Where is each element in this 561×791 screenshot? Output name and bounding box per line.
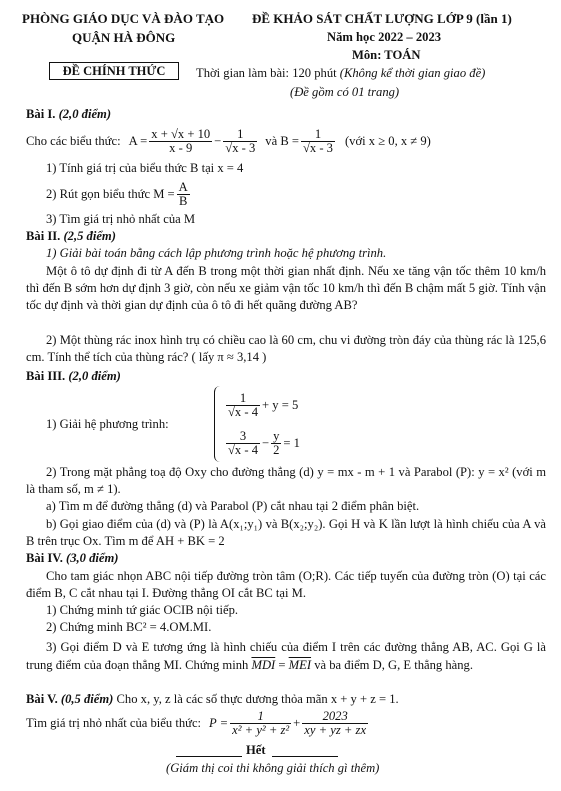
eq1-rest: + y = 5 — [262, 397, 299, 412]
bai3-points: (2,0 điểm) — [68, 369, 121, 383]
bai3-q1-label: 1) Giải hệ phương trình: — [46, 417, 169, 431]
eq1-den: √x - 4 — [228, 404, 258, 419]
subject: Môn: TOÁN — [352, 48, 421, 62]
bai1-points: (2,0 điểm) — [58, 107, 112, 121]
bai1-q1: 1) Tính giá trị của biểu thức B tại x = 4 — [46, 161, 244, 175]
bai3-q2b: b) Gọi giao điểm của (d) và (P) là A(x₁;y₁) và B(x₂;y₂). Gọi H và K lần lượt là hình chiếu của A và B trên trục Ox. Tìm m để AH + BK = 2 — [26, 517, 546, 548]
a-lhs: A = — [128, 133, 148, 148]
a-den-2: √x - 3 — [225, 140, 256, 155]
bai2-title: Bài II. — [26, 229, 61, 243]
angle-mei: $\overline{MEI}$ — [288, 658, 312, 672]
department-line-1: PHÒNG GIÁO DỤC VÀ ĐÀO TẠO — [22, 11, 225, 26]
bai1-condition: (với x ≥ 0, x ≠ 9) — [344, 133, 431, 148]
school-year: Năm học 2022 – 2023 — [327, 30, 442, 44]
b-lhs: và B = — [265, 133, 299, 148]
bai2-q2-text: 2) Một thùng rác inox hình trụ có chiều cao là 60 cm, chu vi đường tròn đáy của thùng rác là 125,6 cm. Tính thể tích của thùng rác? ( lấy π ≈ 3,14 ) — [26, 333, 546, 364]
bai4-heading — [26, 551, 119, 566]
eq2-den-2: 2 — [273, 442, 280, 457]
eq1-num: 1 — [226, 392, 260, 406]
system-eq2 — [224, 426, 300, 460]
eq2-num-2: y — [273, 428, 280, 443]
b-den: √x - 3 — [302, 140, 333, 155]
bai1-intro: Cho các biểu thức: — [26, 133, 121, 148]
p-den-1: x² + y² + z² — [232, 722, 290, 737]
p-num-2: 2023 — [302, 710, 368, 724]
a-num-1: x + √x + 10 — [151, 126, 211, 141]
a-num-2: 1 — [223, 128, 257, 142]
m-den: B — [179, 193, 188, 208]
official-label: ĐỀ CHÍNH THỨC — [49, 62, 179, 80]
bai4-q3-collinear: D, G, E thẳng hàng. — [372, 658, 474, 672]
eq2-fraction-1 — [226, 430, 260, 457]
eq1-fraction — [226, 392, 260, 419]
eq2-num: 3 — [226, 430, 260, 444]
bai5-points: (0,5 điểm) — [60, 692, 114, 706]
eq2-rest: = 1 — [283, 435, 300, 450]
bai1-expressions — [26, 124, 431, 158]
p-lhs: P = — [209, 715, 229, 730]
a-den-1: x - 9 — [169, 140, 193, 155]
bai4-q3-text: 3) Gọi điểm D và E tương ứng là hình chiếu của điểm I trên các đường thẳng AB, AC. Gọi G là trung điểm của đoạn thẳng MI. Chứng minh — [26, 640, 546, 672]
bai4-q3 — [26, 638, 546, 674]
bai4-title: Bài IV. — [26, 551, 63, 565]
eq2-fraction-2 — [271, 430, 281, 457]
bai2-points: (2,5 điểm) — [63, 229, 116, 243]
bai2-q1-title: 1) Giải bài toán bằng cách lập phương trình hoặc hệ phương trình. — [46, 246, 387, 260]
angle-equals: = — [278, 658, 286, 672]
bai3-q2a: a) Tìm m để đường thẳng (d) và Parabol (P) cắt nhau tại 2 điểm phân biệt. — [46, 499, 420, 513]
p-den-2: xy + yz + zx — [304, 722, 367, 737]
bai5-intro: Cho x, y, z là các số thực dương thỏa mãn x + y + z = 1. — [116, 692, 399, 706]
time-allowed — [196, 66, 485, 81]
bai3-heading — [26, 369, 121, 384]
bai2-heading — [26, 229, 116, 244]
a-fraction-2 — [223, 128, 257, 155]
end-line-right — [272, 756, 338, 757]
bai3-title: Bài III. — [26, 369, 66, 383]
bai4-q2: 2) Chứng minh BC² = 4.OM.MI. — [46, 620, 212, 634]
b-num: 1 — [301, 128, 335, 142]
exam-title: ĐỀ KHẢO SÁT CHẤT LƯỢNG LỚP 9 (lần 1) — [252, 11, 512, 26]
bai5-expression — [26, 705, 370, 741]
bai5-find: Tìm giá trị nhỏ nhất của biểu thức: — [26, 715, 202, 730]
end-marker: Hết — [246, 743, 266, 757]
plus-sign: + — [293, 715, 301, 730]
m-num: A — [178, 179, 188, 194]
eq2-den: √x - 4 — [228, 442, 258, 457]
b-fraction — [301, 128, 335, 155]
bai1-q2 — [46, 177, 192, 211]
p-fraction-1 — [230, 710, 291, 737]
bai4-intro: Cho tam giác nhọn ABC nội tiếp đường tròn tâm (O;R). Các tiếp tuyến của đường tròn (O) tại các điểm B, C cắt nhau tại I. Đường thẳng OI cắt BC tại M. — [26, 569, 546, 600]
department-line-2: QUẬN HÀ ĐÔNG — [72, 30, 176, 45]
bai1-title: Bài I. — [26, 107, 56, 121]
m-fraction — [177, 181, 190, 208]
pages-note: (Đề gồm có 01 trang) — [290, 85, 400, 99]
system-brace — [214, 386, 221, 462]
p-fraction-2 — [302, 710, 368, 737]
minus-sign: − — [214, 133, 222, 148]
eq2-minus: − — [262, 435, 270, 450]
angle-mdi: $\overline{MDI}$ — [251, 658, 276, 672]
bai4-q1: 1) Chứng minh tứ giác OCIB nội tiếp. — [46, 603, 239, 617]
end-line-left — [176, 756, 242, 757]
bai2-q1-text: Một ô tô dự định đi từ A đến B trong một thời gian nhất định. Nếu xe tăng vận tốc thêm 10 km/h thì đến B sớm hơn dự định 3 giờ, còn nếu xe giảm vận tốc 10 km/h thì đến B chậm mất 5 giờ. Tính vận tốc dự định và thời gian dự định của ô tô đi hết quãng đường AB? — [26, 264, 546, 312]
p-num-1: 1 — [230, 710, 291, 724]
bai3-q2-text: 2) Trong mặt phẳng toạ độ Oxy cho đường thẳng (d) y = mx - m + 1 và Parabol (P): y = x² (với m là tham số, m ≠ 1). — [26, 465, 546, 496]
bai4-points: (3,0 điểm) — [66, 551, 119, 565]
bai5-title: Bài V. — [26, 692, 58, 706]
bai1-q3: 3) Tìm giá trị nhỏ nhất của M — [46, 212, 196, 226]
a-fraction-1 — [149, 128, 212, 155]
bai1-heading — [26, 107, 111, 122]
bai4-q3-tail: và ba điểm — [314, 658, 370, 672]
bai1-q2-text: 2) Rút gọn biểu thức M = — [46, 186, 175, 201]
system-eq1 — [224, 388, 298, 422]
time-note: (Không kể thời gian giao đề) — [339, 66, 486, 80]
time-label: Thời gian làm bài: 120 phút — [196, 66, 337, 80]
footer-note: (Giám thị coi thi không giải thích gì thêm) — [166, 761, 380, 775]
